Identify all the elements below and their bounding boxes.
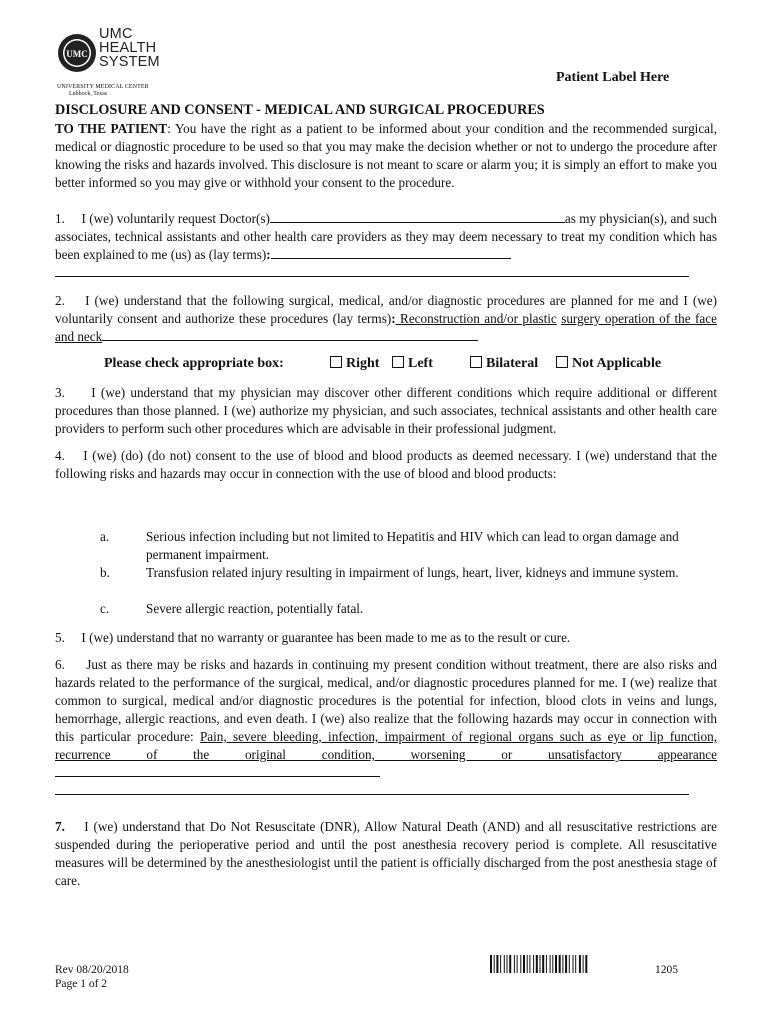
- page-title: DISCLOSURE AND CONSENT - MEDICAL AND SURGICAL PROCEDURES: [55, 102, 545, 118]
- logo: [57, 26, 207, 97]
- side-checkboxes: [104, 356, 662, 372]
- item-3: 3. I (we) understand that my physician may discover other different conditions which require additional or different procedures than those planned. I (we) authorize my physician, and such associates, technical assistants and other health care providers to perform such other procedures which are advisable in their professional judgment.: [55, 385, 717, 436]
- doctor-name-field[interactable]: [270, 210, 565, 223]
- item-2: 2. I (we) understand that the following surgical, medical, and/or diagnostic procedures are planned for me and I (we) voluntarily consent and authorize these procedures (lay terms): Reconstruction and/or plastic surgery operation of the face and neck: [55, 293, 718, 344]
- logo-brand: UMC HEALTH SYSTEM: [99, 26, 160, 70]
- checkbox-not-applicable[interactable]: Not Applicable: [556, 356, 661, 372]
- logo-org-name: UNIVERSITY MEDICAL CENTER: [57, 84, 149, 90]
- intro-paragraph: TO THE PATIENT: You have the right as a patient to be informed about your condition and the recommended surgical, medical or diagnostic procedure to be used so that you may make the decision whether or not to undergo the procedure after knowing the risks and hazards involved. This disclosure is not meant to scare or alarm you; it is simply an effort to make you better informed so you may give or withhold your consent to the procedure.: [55, 121, 717, 190]
- item-6: 6. Just as there may be risks and hazards in continuing my present condition without treatment, there are also risks and hazards related to the performance of the surgical, medical, and/or diagnostic procedures planned for me. I (we) realize that common to surgical, medical and/or diagnostic procedures is the potential for infection, blood clots in veins and lungs, hemorrhage, allergic reactions, and even death. I (we) also realize that the following hazards may occur in connection with this particular procedure: Pain, severe bleeding, infection, impairment of regional organs such as eye or lip function, recurrence of the original condition, worsening or unsatisfactory appearance: [55, 656, 717, 782]
- footer-rev: Rev 08/20/2018: [55, 964, 129, 976]
- patient-label: Patient Label Here: [556, 70, 670, 85]
- hazards-line-2[interactable]: [55, 794, 689, 795]
- logo-location: Lubbock, Texas: [69, 91, 108, 97]
- condition-lay-terms-field[interactable]: [271, 246, 511, 259]
- procedure-field-2[interactable]: surgery operation of the face and neck: [55, 311, 717, 344]
- item-1: 1. I (we) voluntarily request Doctor(s) as my physician(s), and such associates, technical assistants and other health care providers as they may deem necessary to treat my condition which has been explained to me (us) as (lay terms):: [55, 211, 718, 262]
- item-7: 7. I (we) understand that Do Not Resuscitate (DNR), Allow Natural Death (AND) and all resuscitative restrictions are suspended during the perioperative period and until the post anesthesia recovery period is complete. All resuscitative measures will be determined by the anesthesiologist until the patient is officially discharged from the post anesthesia stage of care.: [55, 819, 718, 888]
- checkbox-bilateral[interactable]: Bilateral: [470, 356, 538, 372]
- hazards-field[interactable]: Pain, severe bleeding, infection, impairment of regional organs such as eye or lip function, recurrence of the original condition, worsening or unsatisfactory appearance: [55, 729, 718, 762]
- barcode: [490, 955, 638, 975]
- form-number: 1205: [655, 964, 678, 976]
- item-4: 4. I (we) (do) (do not) consent to the use of blood and blood products as deemed necessary. I (we) understand that the following risks and hazards may occur in connection with the use of blood and blood products:: [55, 448, 717, 481]
- blood-risk-b: b. Transfusion related injury resulting in impairment of lungs, heart, liver, kidneys and immune system.: [100, 565, 679, 580]
- blood-risk-a: a. Serious infection including but not limited to Hepatitis and HIV which can lead to organ damage and permanent impairment.: [100, 529, 679, 562]
- footer-page: Page 1 of 2: [55, 978, 108, 990]
- blood-risk-c: c. Severe allergic reaction, potentially fatal.: [100, 601, 364, 616]
- check-box-label: Please check appropriate box:: [104, 356, 284, 371]
- item-5: 5. I (we) understand that no warranty or guarantee has been made to me as to the result or cure.: [55, 630, 571, 645]
- procedure-field[interactable]: Reconstruction and/or plastic: [395, 311, 557, 326]
- umc-seal-icon: [57, 28, 97, 78]
- checkbox-right[interactable]: Right: [330, 356, 379, 372]
- svg-text:UMC: UMC: [66, 49, 88, 59]
- condition-line-2[interactable]: [55, 276, 689, 277]
- checkbox-left[interactable]: Left: [392, 356, 433, 372]
